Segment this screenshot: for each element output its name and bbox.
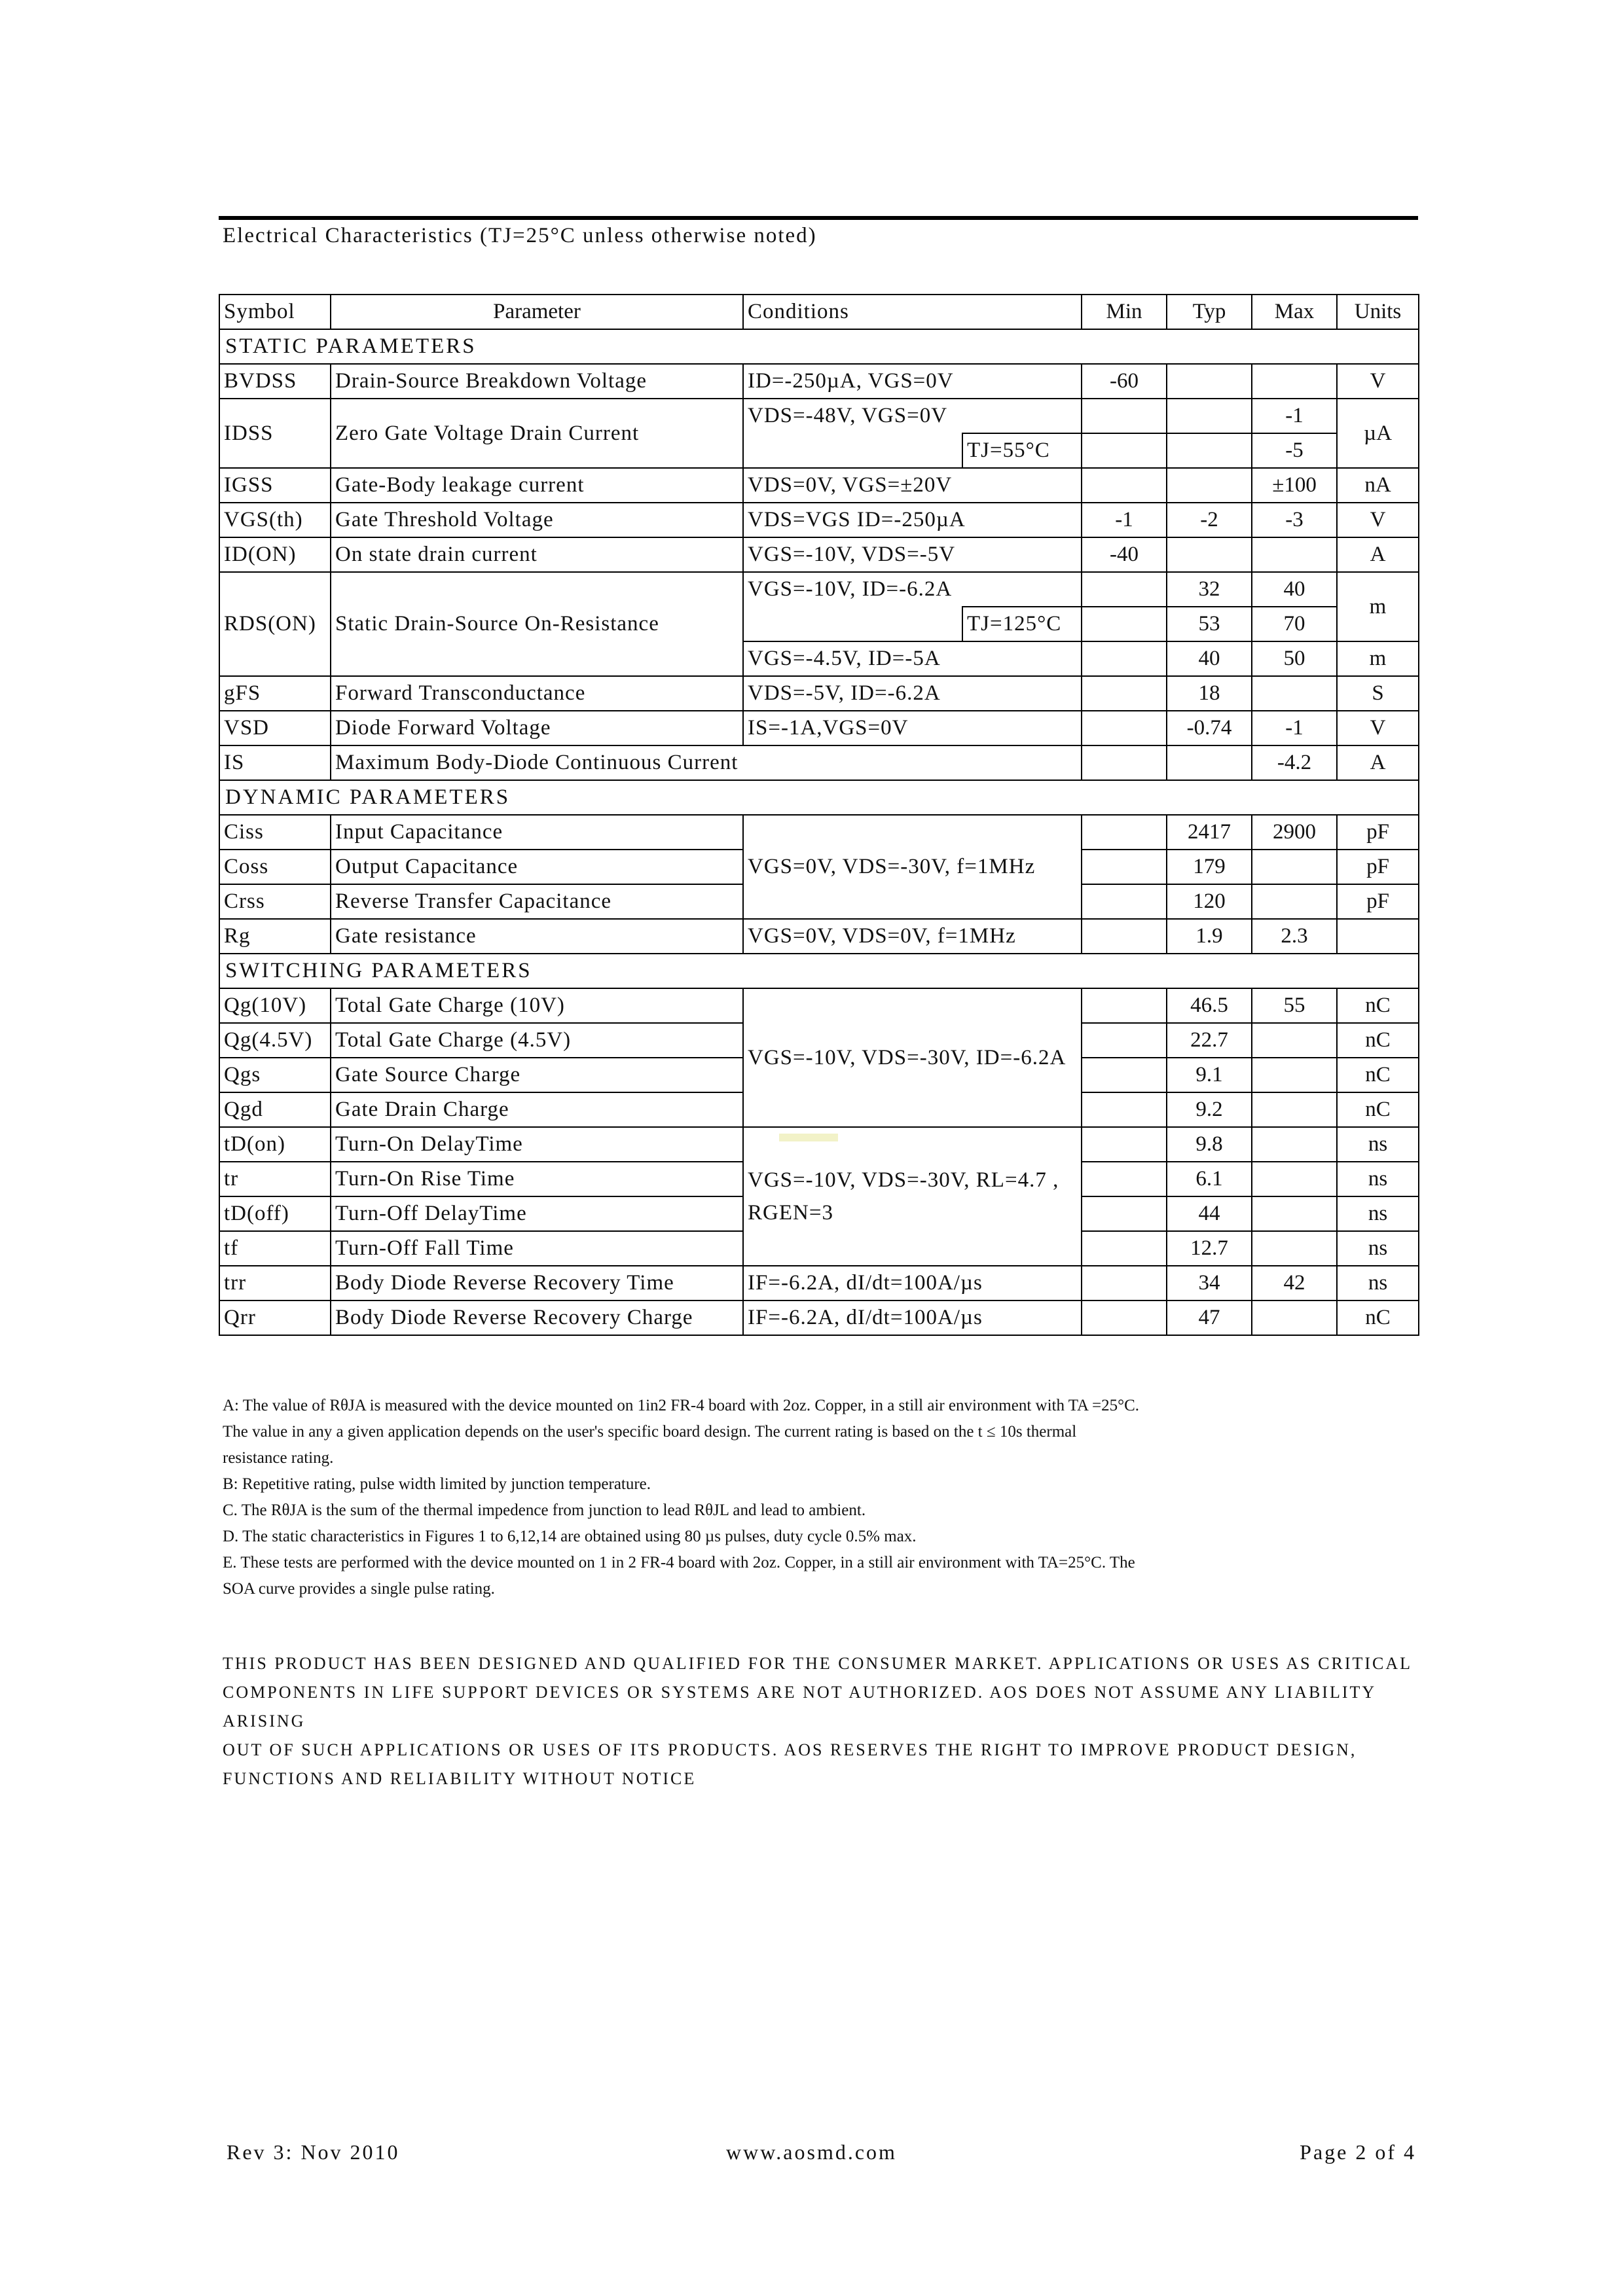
typ-cell: 34 [1167, 1266, 1252, 1300]
typ-cell: 46.5 [1167, 988, 1252, 1023]
parameter-cell: On state drain current [331, 537, 743, 572]
parameter-cell: Turn-On Rise Time [331, 1162, 743, 1196]
symbol-cell: Qg(4.5V) [219, 1023, 331, 1058]
section-switching: SWITCHING PARAMETERS [219, 954, 1419, 988]
parameter-cell: Turn-On DelayTime [331, 1127, 743, 1162]
units-cell: nC [1337, 1092, 1419, 1127]
units-cell: ns [1337, 1231, 1419, 1266]
symbol-cell: RDS(ON) [219, 572, 331, 676]
table-row [219, 745, 1419, 780]
typ-cell: 32 [1167, 572, 1252, 607]
units-cell: A [1337, 537, 1419, 572]
symbol-cell: Qrr [219, 1300, 331, 1335]
top-rule [219, 216, 1418, 220]
parameter-cell: Body Diode Reverse Recovery Charge [331, 1300, 743, 1335]
conditions-cell: IF=-6.2A, dI/dt=100A/µs [743, 1266, 1082, 1300]
typ-cell: 40 [1167, 641, 1252, 676]
electrical-characteristics-table [219, 294, 1419, 1336]
conditions-cell: VGS=-4.5V, ID=-5A [743, 641, 1082, 676]
min-cell: -1 [1082, 503, 1167, 537]
note-c: C. The RθJA is the sum of the thermal impedence from junction to lead RθJL and lead to ambient. [223, 1501, 866, 1519]
table-row [219, 364, 1419, 399]
website-link[interactable]: www.aosmd.com [726, 2140, 897, 2164]
parameter-cell: Forward Transconductance [331, 676, 743, 711]
conditions-line: VGS=-10V, VDS=-30V, RL=4.7 , [748, 1168, 1059, 1192]
conditions-cell: VDS=VGS ID=-250µA [743, 503, 1082, 537]
disclaimer-line: FUNCTIONS AND RELIABILITY WITHOUT NOTICE [223, 1769, 697, 1788]
max-cell: -4.2 [1252, 745, 1337, 780]
parameter-cell: Diode Forward Voltage [331, 711, 743, 745]
typ-cell: 47 [1167, 1300, 1252, 1335]
note-e-cont: SOA curve provides a single pulse rating. [223, 1580, 495, 1598]
max-cell: 40 [1252, 572, 1337, 607]
typ-cell [1167, 364, 1252, 399]
conditions-cell: VGS=0V, VDS=0V, f=1MHz [743, 919, 1082, 954]
units-cell: S [1337, 676, 1419, 711]
note-b: B: Repetitive rating, pulse width limited by junction temperature. [223, 1475, 651, 1493]
units-cell: ns [1337, 1196, 1419, 1231]
section-heading: Electrical Characteristics (TJ=25°C unless otherwise noted) [223, 224, 817, 247]
parameter-cell: Static Drain-Source On-Resistance [331, 572, 743, 676]
note-a: A: The value of RθJA is measured with the device mounted on 1in2 FR-4 board with 2oz. Copper, in a still air environment with TA =25°C. [223, 1397, 1139, 1414]
table-row [219, 572, 1419, 607]
symbol-cell: tf [219, 1231, 331, 1266]
symbol-cell: VSD [219, 711, 331, 745]
symbol-cell: BVDSS [219, 364, 331, 399]
units-cell: ns [1337, 1266, 1419, 1300]
table-row [219, 1266, 1419, 1300]
parameter-cell: Gate Threshold Voltage [331, 503, 743, 537]
header-symbol: Symbol [219, 295, 331, 329]
max-cell: -1 [1252, 399, 1337, 433]
symbol-cell: tD(off) [219, 1196, 331, 1231]
typ-cell: 6.1 [1167, 1162, 1252, 1196]
typ-cell: 9.1 [1167, 1058, 1252, 1092]
symbol-cell: IS [219, 745, 331, 780]
max-cell: 2900 [1252, 815, 1337, 850]
table-row [219, 1127, 1419, 1162]
units-cell: nC [1337, 1058, 1419, 1092]
units-cell: nC [1337, 1300, 1419, 1335]
symbol-cell: Qgd [219, 1092, 331, 1127]
max-cell: 70 [1252, 607, 1337, 641]
symbol-cell: IDSS [219, 399, 331, 468]
typ-cell: -2 [1167, 503, 1252, 537]
units-cell: A [1337, 745, 1419, 780]
footnotes [223, 1393, 1414, 1602]
parameter-cell: Input Capacitance [331, 815, 743, 850]
header-max: Max [1252, 295, 1337, 329]
max-cell: 55 [1252, 988, 1337, 1023]
parameter-cell: Gate-Body leakage current [331, 468, 743, 503]
tj-condition-cell: TJ=125°C [962, 607, 1082, 641]
typ-cell: 22.7 [1167, 1023, 1252, 1058]
note-d: D. The static characteristics in Figures 1 to 6,12,14 are obtained using 80 µs pulses, duty cycle 0.5% max. [223, 1528, 917, 1545]
units-cell: V [1337, 364, 1419, 399]
parameter-cell: Total Gate Charge (10V) [331, 988, 743, 1023]
parameter-cell: Output Capacitance [331, 850, 743, 884]
page-number: Page 2 of 4 [1300, 2140, 1416, 2164]
typ-cell: 53 [1167, 607, 1252, 641]
units-cell: ns [1337, 1162, 1419, 1196]
header-parameter: Parameter [331, 295, 743, 329]
symbol-cell: Qg(10V) [219, 988, 331, 1023]
typ-cell: 9.2 [1167, 1092, 1252, 1127]
parameter-cell: Zero Gate Voltage Drain Current [331, 399, 743, 468]
symbol-cell: tr [219, 1162, 331, 1196]
table-header-row [219, 295, 1419, 329]
faint-mark [779, 1134, 838, 1141]
conditions-cell: IF=-6.2A, dI/dt=100A/µs [743, 1300, 1082, 1335]
header-min: Min [1082, 295, 1167, 329]
table-row [219, 815, 1419, 850]
table-row [219, 468, 1419, 503]
disclaimer-line: COMPONENTS IN LIFE SUPPORT DEVICES OR SYSTEMS ARE NOT AUTHORIZED. AOS DOES NOT ASSUME ANY LIABILITY ARISING [223, 1683, 1376, 1731]
conditions-cell: VGS=-10V, VDS=-5V [743, 537, 1082, 572]
conditions-cell: VGS=-10V, ID=-6.2A [743, 572, 1082, 607]
table-row [219, 676, 1419, 711]
max-cell: 42 [1252, 1266, 1337, 1300]
note-a-cont: The value in any a given application depends on the user's specific board design. The current rating is based on the t ≤ 10s thermal [223, 1423, 1077, 1441]
typ-cell: 120 [1167, 884, 1252, 919]
conditions-cell: VDS=0V, VGS=±20V [743, 468, 1082, 503]
disclaimer-line: OUT OF SUCH APPLICATIONS OR USES OF ITS PRODUCTS. AOS RESERVES THE RIGHT TO IMPROVE PRODUCT DESIGN, [223, 1740, 1357, 1759]
table-row [219, 711, 1419, 745]
table-row [219, 399, 1419, 433]
revision-label: Rev 3: Nov 2010 [227, 2140, 400, 2164]
note-e: E. These tests are performed with the device mounted on 1 in 2 FR-4 board with 2oz. Copper, in a still air environment with TA=25°C. The [223, 1554, 1135, 1571]
symbol-cell: Rg [219, 919, 331, 954]
parameter-cell: Drain-Source Breakdown Voltage [331, 364, 743, 399]
symbol-cell: tD(on) [219, 1127, 331, 1162]
symbol-cell: ID(ON) [219, 537, 331, 572]
units-cell: V [1337, 711, 1419, 745]
max-cell: 50 [1252, 641, 1337, 676]
conditions-cell: IS=-1A,VGS=0V [743, 711, 1082, 745]
units-cell: V [1337, 503, 1419, 537]
table-row [219, 503, 1419, 537]
conditions-line: RGEN=3 [748, 1201, 833, 1225]
units-cell: nC [1337, 988, 1419, 1023]
units-cell: m [1337, 572, 1419, 641]
symbol-cell: Ciss [219, 815, 331, 850]
symbol-cell: VGS(th) [219, 503, 331, 537]
symbol-cell: Qgs [219, 1058, 331, 1092]
units-cell: pF [1337, 850, 1419, 884]
units-cell: m [1337, 641, 1419, 676]
parameter-cell: Total Gate Charge (4.5V) [331, 1023, 743, 1058]
header-conditions: Conditions [743, 295, 1082, 329]
typ-cell: 2417 [1167, 815, 1252, 850]
conditions-cell: ID=-250µA, VGS=0V [743, 364, 1082, 399]
parameter-cell: Body Diode Reverse Recovery Time [331, 1266, 743, 1300]
units-cell: nA [1337, 468, 1419, 503]
typ-cell: 9.8 [1167, 1127, 1252, 1162]
parameter-cell: Gate Source Charge [331, 1058, 743, 1092]
conditions-cell: VDS=-48V, VGS=0V [743, 399, 1082, 433]
parameter-cell: Gate Drain Charge [331, 1092, 743, 1127]
units-cell: ns [1337, 1127, 1419, 1162]
table-row [219, 1300, 1419, 1335]
section-static: STATIC PARAMETERS [219, 329, 1419, 364]
typ-cell: -0.74 [1167, 711, 1252, 745]
units-cell: µA [1337, 399, 1419, 468]
tj-condition-cell: TJ=55°C [962, 433, 1082, 468]
max-cell: -5 [1252, 433, 1337, 468]
max-cell: 2.3 [1252, 919, 1337, 954]
min-cell: -60 [1082, 364, 1167, 399]
disclaimer [223, 1649, 1414, 1793]
typ-cell: 44 [1167, 1196, 1252, 1231]
conditions-cell: VDS=-5V, ID=-6.2A [743, 676, 1082, 711]
min-cell: -40 [1082, 537, 1167, 572]
typ-cell [1167, 399, 1252, 433]
max-cell: -1 [1252, 711, 1337, 745]
max-cell: ±100 [1252, 468, 1337, 503]
section-dynamic: DYNAMIC PARAMETERS [219, 780, 1419, 815]
symbol-cell: gFS [219, 676, 331, 711]
parameter-cell: Maximum Body-Diode Continuous Current [331, 745, 1082, 780]
parameter-cell: Turn-Off Fall Time [331, 1231, 743, 1266]
min-cell [1082, 399, 1167, 433]
symbol-cell: trr [219, 1266, 331, 1300]
table-row [219, 537, 1419, 572]
conditions-cell: VGS=0V, VDS=-30V, f=1MHz [743, 815, 1082, 919]
parameter-cell: Gate resistance [331, 919, 743, 954]
symbol-cell: IGSS [219, 468, 331, 503]
typ-cell: 1.9 [1167, 919, 1252, 954]
table-row [219, 988, 1419, 1023]
symbol-cell: Coss [219, 850, 331, 884]
max-cell [1252, 364, 1337, 399]
units-cell: pF [1337, 884, 1419, 919]
switching-conditions-cell [743, 1127, 1082, 1266]
disclaimer-line: THIS PRODUCT HAS BEEN DESIGNED AND QUALIFIED FOR THE CONSUMER MARKET. APPLICATIONS OR USES AS CRITICAL [223, 1654, 1413, 1673]
conditions-cell: VGS=-10V, VDS=-30V, ID=-6.2A [743, 988, 1082, 1127]
table-row [219, 919, 1419, 954]
parameter-cell: Reverse Transfer Capacitance [331, 884, 743, 919]
header-units: Units [1337, 295, 1419, 329]
typ-cell: 179 [1167, 850, 1252, 884]
note-a-cont: resistance rating. [223, 1449, 334, 1467]
symbol-cell: Crss [219, 884, 331, 919]
typ-cell: 18 [1167, 676, 1252, 711]
units-cell: pF [1337, 815, 1419, 850]
header-typ: Typ [1167, 295, 1252, 329]
parameter-cell: Turn-Off DelayTime [331, 1196, 743, 1231]
typ-cell: 12.7 [1167, 1231, 1252, 1266]
units-cell: nC [1337, 1023, 1419, 1058]
max-cell: -3 [1252, 503, 1337, 537]
